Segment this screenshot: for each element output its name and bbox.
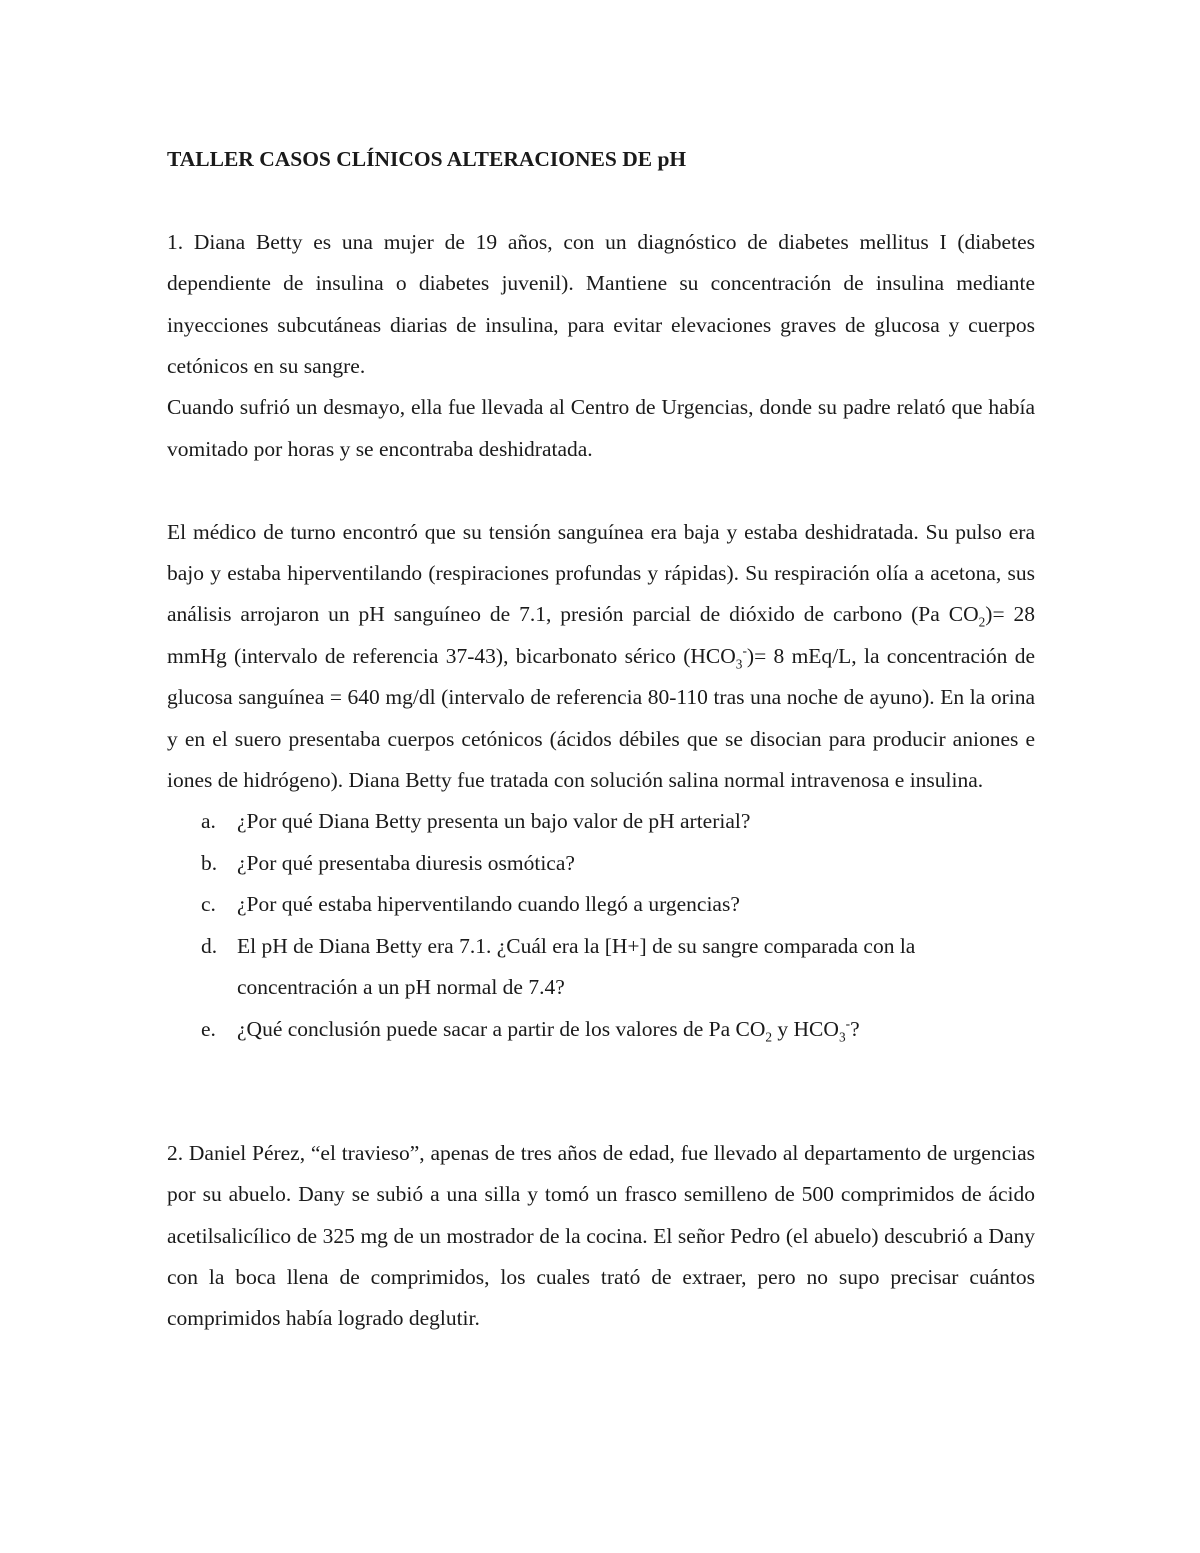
question-letter: d. [201, 933, 218, 958]
case1-paragraph-3 [167, 512, 1035, 802]
question-letter: c. [201, 892, 216, 917]
case1-p3-text-a: El médico de turno encontró que su tensión sanguínea era baja y estaba deshidratada. Su pulso era bajo y estaba hiperventilando (respiraciones profundas y rápidas). Su respiración olía a acetona, sus análisis arrojaron un pH sanguíneo de 7.1, presión parcial de dióxido de carbono (Pa CO [167, 519, 1035, 627]
document-title: TALLER CASOS CLÍNICOS ALTERACIONES DE pH [167, 147, 687, 171]
case2-paragraph-1: 2. Daniel Pérez, “el travieso”, apenas de tres años de edad, fue llevado al departamento de urgencias por su abuelo. Dany se subió a una silla y tomó un frasco semilleno de 500 comprimidos de ácido acetilsalicílico de 325 mg de un mostrador de la cocina. El señor Pedro (el abuelo) descubrió a Dany con la boca llena de comprimidos, los cuales trató de extraer, pero no supo precisar cuántos comprimidos había logrado deglutir. [167, 1140, 1035, 1331]
spacer [167, 470, 1035, 511]
list-item [167, 801, 1035, 842]
question-text: El pH de Diana Betty era 7.1. ¿Cuál era la [H+] de su sangre comparada con la concentración a un pH normal de 7.4? [237, 933, 916, 1000]
document-page [167, 139, 1035, 1340]
case1-p3-sup-2: - [742, 642, 747, 658]
question-text: ¿Por qué presentaba diuresis osmótica? [237, 850, 575, 875]
case1-p3-sub-1: 2 [978, 614, 986, 630]
case1-paragraph-2: Cuando sufrió un desmayo, ella fue llevada al Centro de Urgencias, donde su padre relató que había vomitado por horas y se encontraba deshidratada. [167, 395, 1035, 461]
q-e-sub-2: 3 [838, 1028, 846, 1044]
question-letter: b. [201, 850, 218, 875]
case1-p3-text-b: )= 28 mmHg (intervalo de referencia 37-43), bicarbonato sérico (HCO [167, 602, 1035, 668]
q-e-text-c: ? [850, 1016, 860, 1041]
case1-p3-text-c: )= 8 mEq/L, la concentración de glucosa sanguínea = 640 mg/dl (intervalo de referencia 80-110 tras una noche de ayuno). En la orina y en el suero presentaba cuerpos cetónicos (ácidos débiles que se disocian para producir aniones e iones de hidrógeno). Diana Betty fue tratada con solución salina normal intravenosa e insulina. [167, 643, 1035, 793]
list-item [167, 1009, 1035, 1050]
list-item [167, 843, 1035, 884]
list-item [167, 926, 1035, 1009]
q-e-text-b: y HCO [772, 1016, 839, 1041]
case1-p3-sub-2: 3 [735, 656, 743, 672]
q-e-text-a: ¿Qué conclusión puede sacar a partir de los valores de Pa CO [237, 1016, 766, 1041]
question-text: ¿Por qué Diana Betty presenta un bajo valor de pH arterial? [237, 809, 751, 834]
q-e-sub-1: 2 [765, 1028, 773, 1044]
case1-paragraph-1: 1. Diana Betty es una mujer de 19 años, con un diagnóstico de diabetes mellitus I (diabetes dependiente de insulina o diabetes juvenil). Mantiene su concentración de insulina mediante inyecciones subcutáneas diarias de insulina, para evitar elevaciones graves de glucosa y cuerpos cetónicos en su sangre. [167, 229, 1035, 379]
list-item [167, 884, 1035, 925]
question-letter: e. [201, 1016, 216, 1041]
spacer [167, 1050, 1035, 1091]
question-text [237, 1009, 1035, 1050]
question-letter: a. [201, 809, 216, 834]
spacer [167, 1091, 1035, 1132]
case1-question-list [167, 801, 1035, 1049]
question-text: ¿Por qué estaba hiperventilando cuando llegó a urgencias? [237, 892, 740, 917]
q-e-sup-2: - [845, 1015, 851, 1031]
